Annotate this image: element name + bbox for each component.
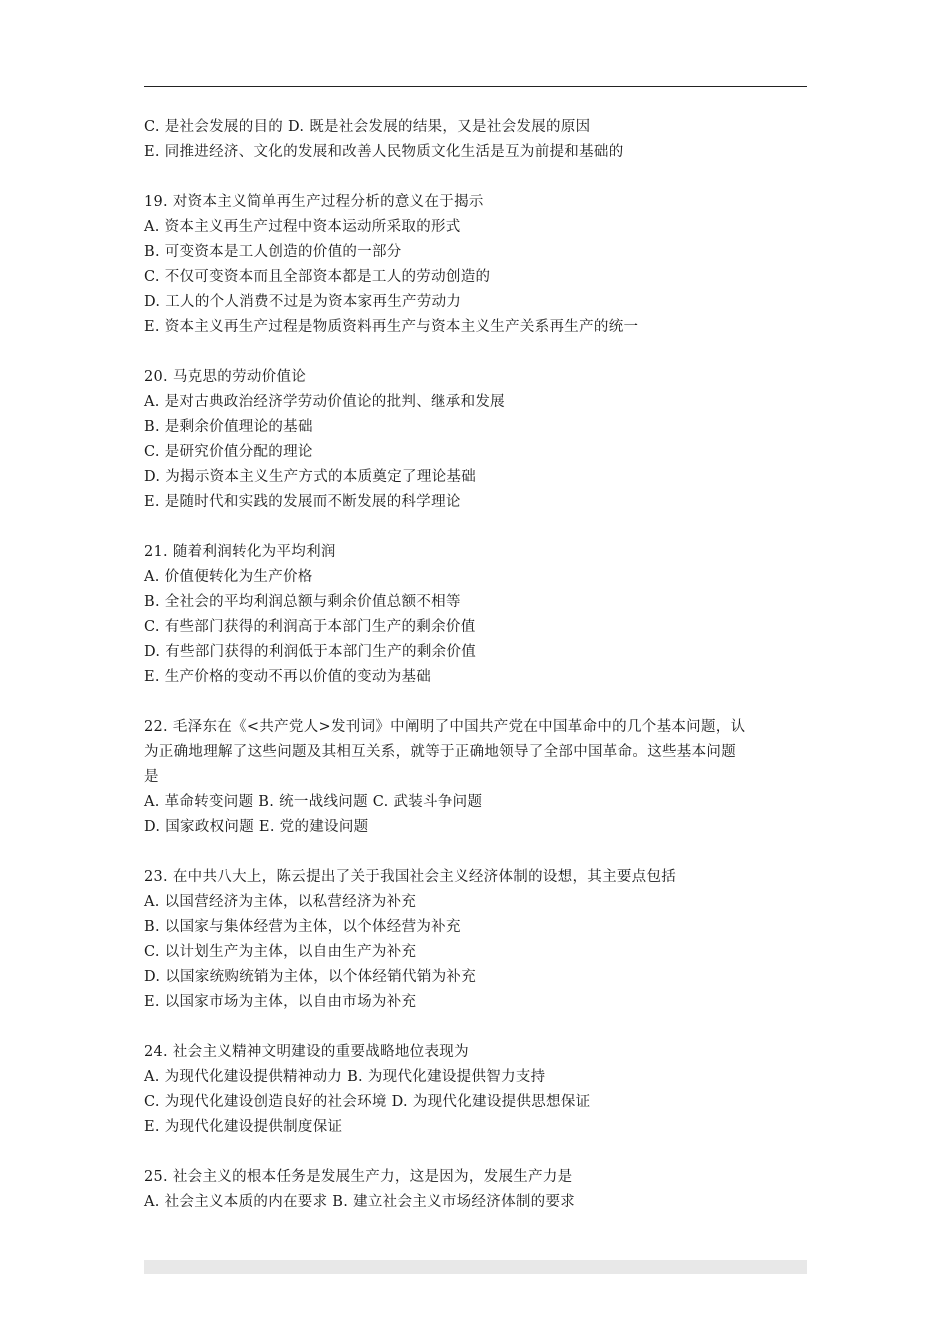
question-block-24 bbox=[144, 1040, 807, 1140]
option-line: E. 以国家市场为主体，以自由市场为补充 bbox=[144, 994, 417, 1010]
option-line: C. 有些部门获得的利润高于本部门生产的剩余价值 bbox=[144, 619, 476, 635]
option-line: E. 资本主义再生产过程是物质资料再生产与资本主义生产关系再生产的统一 bbox=[144, 319, 639, 335]
footer-bar bbox=[144, 1260, 807, 1274]
question-block-20 bbox=[144, 365, 807, 515]
option-line: B. 可变资本是工人创造的价值的一部分 bbox=[144, 244, 402, 260]
option-line: A. 价值便转化为生产价格 bbox=[144, 569, 313, 585]
option-line: C. 为现代化建设创造良好的社会环境 D. 为现代化建设提供思想保证 bbox=[144, 1094, 591, 1110]
block-gap bbox=[144, 340, 807, 365]
option-line: E. 为现代化建设提供制度保证 bbox=[144, 1119, 343, 1135]
option-line: D. 国家政权问题 E. 党的建设问题 bbox=[144, 819, 369, 835]
option-line: D. 以国家统购统销为主体，以个体经销代销为补充 bbox=[144, 969, 477, 985]
header-rule bbox=[144, 86, 807, 87]
option-line: E. 生产价格的变动不再以价值的变动为基础 bbox=[144, 669, 432, 685]
question-stem: 20. 马克思的劳动价值论 bbox=[144, 369, 307, 385]
question-stem: 23. 在中共八大上，陈云提出了关于我国社会主义经济体制的设想，其主要点包括 bbox=[144, 869, 677, 885]
option-line: D. 有些部门获得的利润低于本部门生产的剩余价值 bbox=[144, 644, 477, 660]
option-line: C. 是研究价值分配的理论 bbox=[144, 444, 313, 460]
question-block-21 bbox=[144, 540, 807, 690]
option-line: B. 是剩余价值理论的基础 bbox=[144, 419, 313, 435]
question-stem: 25. 社会主义的根本任务是发展生产力，这是因为，发展生产力是 bbox=[144, 1169, 573, 1185]
block-gap bbox=[144, 690, 807, 715]
option-line: E. 同推进经济、文化的发展和改善人民物质文化生活是互为前提和基础的 bbox=[144, 144, 624, 160]
block-gap bbox=[144, 165, 807, 190]
option-line: C. 以计划生产为主体，以自由生产为补充 bbox=[144, 944, 417, 960]
option-line: A. 资本主义再生产过程中资本运动所采取的形式 bbox=[144, 219, 461, 235]
question-stem-continued: 为正确地理解了这些问题及其相互关系，就等于正确地领导了全部中国革命。这些基本问题 bbox=[144, 744, 736, 760]
question-block-25 bbox=[144, 1165, 807, 1215]
question-block-23 bbox=[144, 865, 807, 1015]
option-line: D. 为揭示资本主义生产方式的本质奠定了理论基础 bbox=[144, 469, 477, 485]
option-line: C. 不仅可变资本而且全部资本都是工人的劳动创造的 bbox=[144, 269, 491, 285]
question-block-22 bbox=[144, 715, 807, 840]
block-gap bbox=[144, 515, 807, 540]
document-body bbox=[144, 115, 807, 1215]
option-line: B. 全社会的平均利润总额与剩余价值总额不相等 bbox=[144, 594, 461, 610]
option-line: A. 是对古典政治经济学劳动价值论的批判、继承和发展 bbox=[144, 394, 505, 410]
option-line: D. 工人的个人消费不过是为资本家再生产劳动力 bbox=[144, 294, 462, 310]
option-line: A. 以国营经济为主体，以私营经济为补充 bbox=[144, 894, 417, 910]
question-stem: 24. 社会主义精神文明建设的重要战略地位表现为 bbox=[144, 1044, 469, 1060]
question-stem: 21. 随着利润转化为平均利润 bbox=[144, 544, 336, 560]
block-gap bbox=[144, 840, 807, 865]
question-stem-continued: 是 bbox=[144, 769, 159, 785]
question-stem: 19. 对资本主义简单再生产过程分析的意义在于揭示 bbox=[144, 194, 484, 210]
option-line: E. 是随时代和实践的发展而不断发展的科学理论 bbox=[144, 494, 461, 510]
question-block-19 bbox=[144, 190, 807, 340]
question-stem: 22. 毛泽东在《<共产党人>发刊词》中阐明了中国共产党在中国革命中的几个基本问题，认 bbox=[144, 719, 746, 735]
block-gap bbox=[144, 1015, 807, 1040]
option-line: A. 社会主义本质的内在要求 B. 建立社会主义市场经济体制的要求 bbox=[144, 1194, 576, 1210]
question-block-18-tail bbox=[144, 115, 807, 165]
block-gap bbox=[144, 1140, 807, 1165]
option-line: C. 是社会发展的目的 D. 既是社会发展的结果，又是社会发展的原因 bbox=[144, 119, 591, 135]
option-line: A. 革命转变问题 B. 统一战线问题 C. 武装斗争问题 bbox=[144, 794, 483, 810]
option-line: B. 以国家与集体经营为主体，以个体经营为补充 bbox=[144, 919, 461, 935]
option-line: A. 为现代化建设提供精神动力 B. 为现代化建设提供智力支持 bbox=[144, 1069, 546, 1085]
